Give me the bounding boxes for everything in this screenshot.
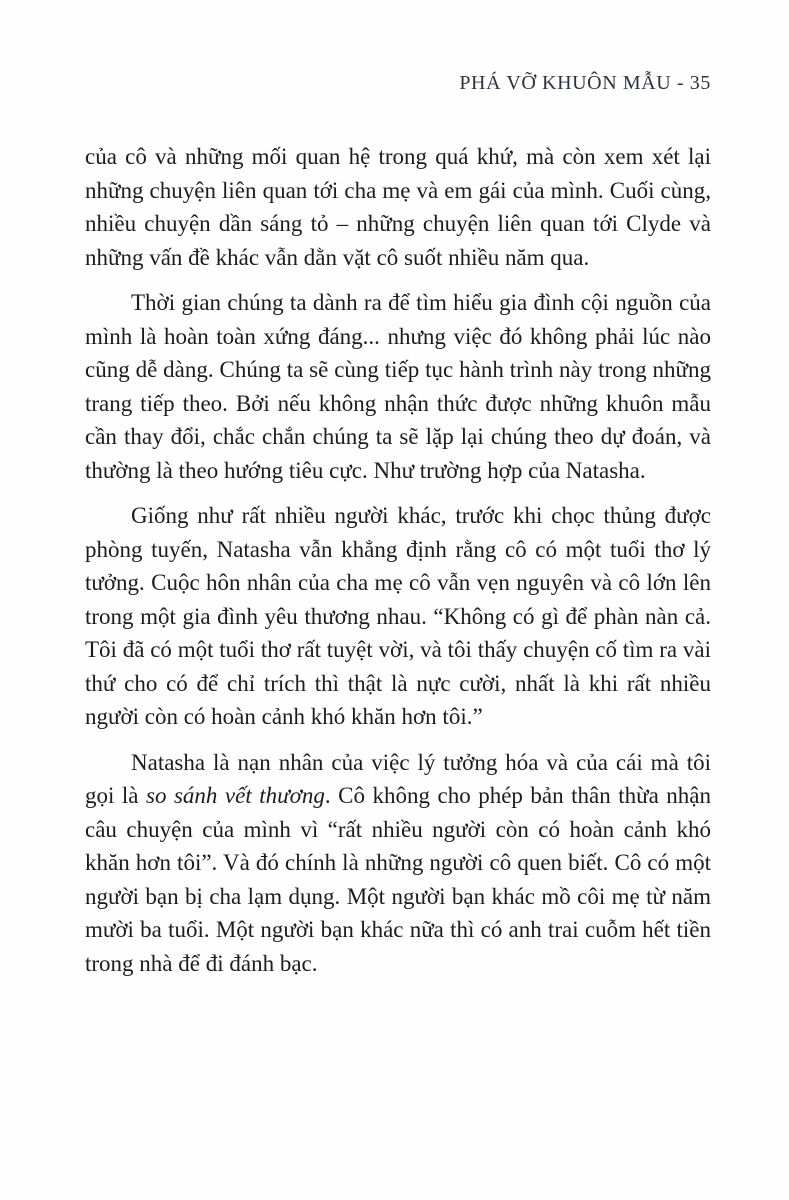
running-header: PHÁ VỠ KHUÔN MẪU - 35 <box>459 72 711 94</box>
paragraph-4-lead: Natasha là nạn nhân của việc lý tưởng hóa và của cái mà tôi gọi là <box>85 749 711 808</box>
paragraph-1: của cô và những mối quan hệ trong quá khứ, mà còn xem xét lại những chuyện liên quan tới cha mẹ và em gái của mình. Cuối cùng, nhiều chuyện dần sáng tỏ – những chuyện liên quan tới Clyde và những vấn đề khác vẫn dằn vặt cô suốt nhiều năm qua. <box>85 144 711 270</box>
paragraph-4-italic-term: so sánh vết thương <box>146 783 325 808</box>
paragraph-3: Giống như rất nhiều người khác, trước khi chọc thủng được phòng tuyến, Natasha vẫn khẳng định rằng cô có một tuổi thơ lý tưởng. Cuộc hôn nhân của cha mẹ cô vẫn vẹn nguyên và cô lớn lên trong một gia đình yêu thương nhau. “Không có gì để phàn nàn cả. Tôi đã có một tuổi thơ rất tuyệt vời, và tôi thấy chuyện cố tìm ra vài thứ cho có để chỉ trích thì thật là nực cười, nhất là khi rất nhiều người còn có hoàn cảnh khó khăn hơn tôi.” <box>85 503 711 729</box>
paragraph-2: Thời gian chúng ta dành ra để tìm hiểu gia đình cội nguồn của mình là hoàn toàn xứng đáng... nhưng việc đó không phải lúc nào cũng dễ dàng. Chúng ta sẽ cùng tiếp tục hành trình này trong những trang tiếp theo. Bởi nếu không nhận thức được những khuôn mẫu cần thay đổi, chắc chắn chúng ta sẽ lặp lại chúng theo dự đoán, và thường là theo hướng tiêu cực. Như trường hợp của Natasha. <box>85 290 711 483</box>
paragraph-4-rest: . Cô không cho phép bản thân thừa nhận câu chuyện của mình vì “rất nhiều người còn có hoàn cảnh khó khăn hơn tôi”. Và đó chính là những người cô quen biết. Cô có một người bạn bị cha lạm dụng. Một người bạn khác mồ côi mẹ từ năm mười ba tuổi. Một người bạn khác nữa thì có anh trai cuỗm hết tiền trong nhà để đi đánh bạc. <box>85 783 712 976</box>
page-body <box>85 140 711 992</box>
paragraph-4 <box>85 746 711 981</box>
